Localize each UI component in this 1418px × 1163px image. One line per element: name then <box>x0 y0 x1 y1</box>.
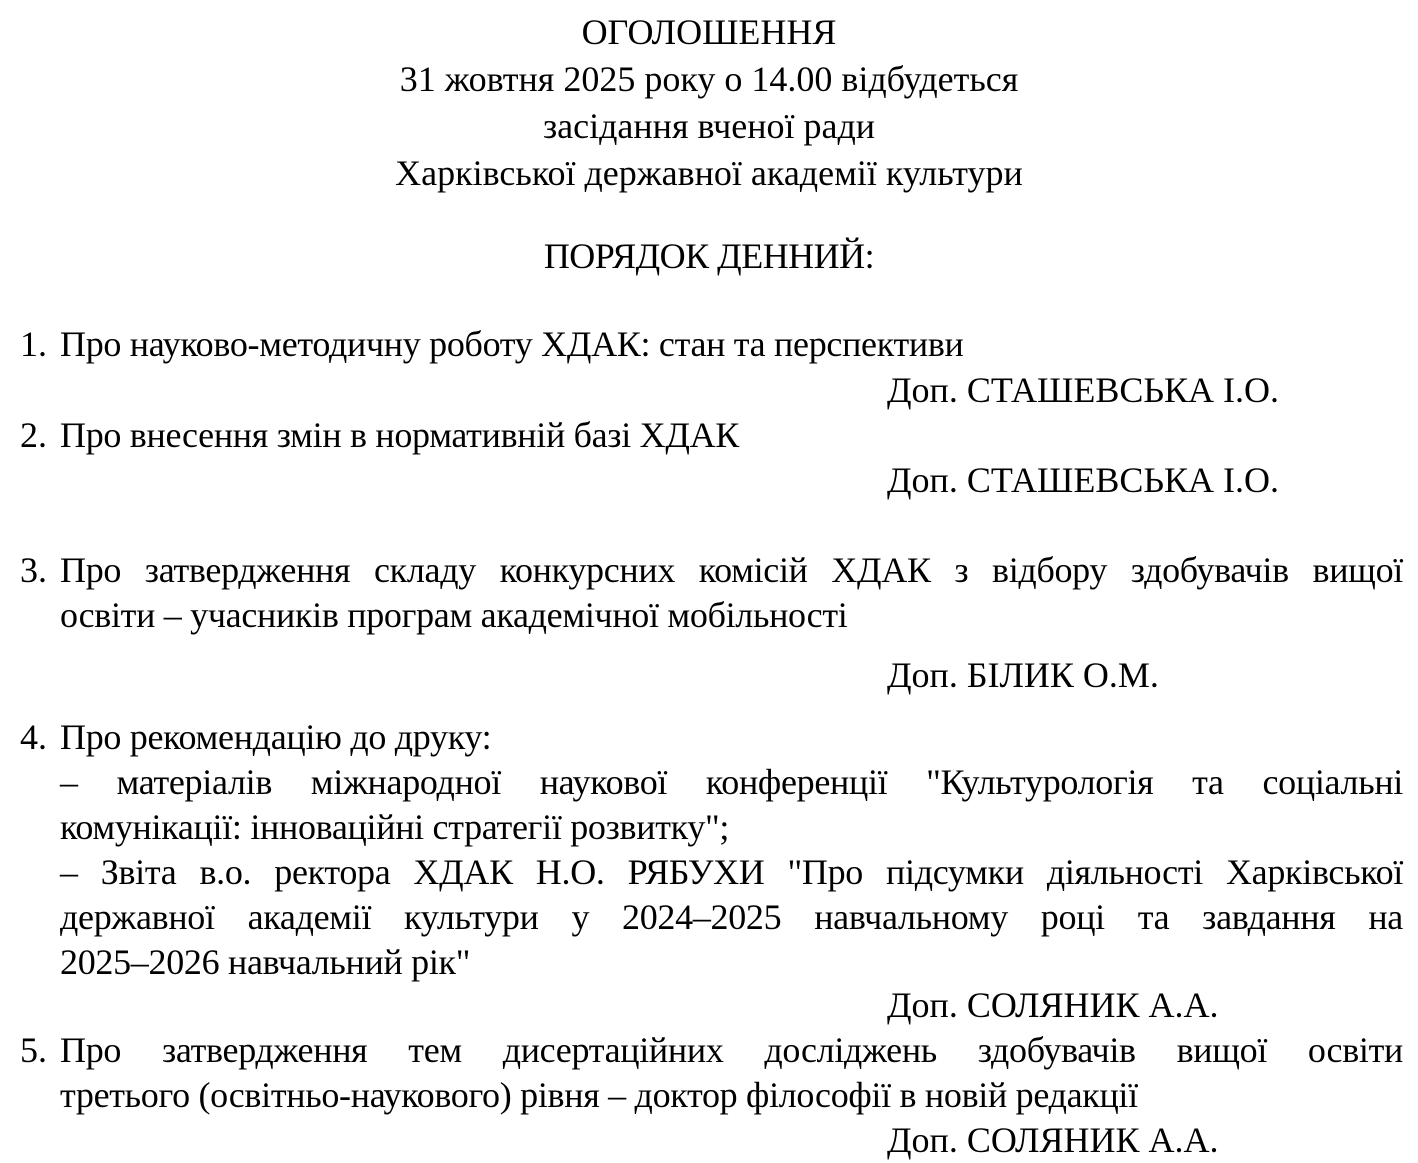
agenda-item-text: – Звіта в.о. ректора ХДАК Н.О. РЯБУХИ "Про підсумки діяльності Харківської <box>60 852 1403 892</box>
agenda-item-text: Про затвердження складу конкурсних комісій ХДАК з відбору здобувачів вищої <box>60 550 1403 590</box>
agenda-item-3 <box>20 548 1403 638</box>
agenda-item-5 <box>20 1028 1403 1118</box>
agenda-item-text: Про затвердження тем дисертаційних досліджень здобувачів вищої освіти <box>60 1030 1403 1070</box>
agenda-item-2 <box>20 413 1403 458</box>
agenda-item-text: 2025–2026 навчальний рік" <box>60 942 471 982</box>
agenda-item-2-speaker: Доп. СТАШЕВСЬКА І.О. <box>887 460 1280 500</box>
agenda-item-1 <box>20 322 1403 367</box>
agenda-item-number: 2. <box>20 415 47 455</box>
agenda-item-text: освіти – учасників програм академічної мобільності <box>60 595 848 635</box>
agenda-item-text: – матеріалів міжнародної наукової конференції "Культурологія та соціальні <box>60 762 1403 802</box>
agenda-item-text: Про рекомендацію до друку: <box>60 717 492 757</box>
meeting-date-line: 31 жовтня 2025 року о 14.00 відбудеться <box>399 59 1019 99</box>
agenda-item-4 <box>20 715 1403 985</box>
agenda-item-text: Про науково-методичну роботу ХДАК: стан та перспективи <box>60 324 964 364</box>
agenda-item-1-speaker: Доп. СТАШЕВСЬКА І.О. <box>887 370 1280 410</box>
agenda-item-number: 5. <box>20 1030 47 1070</box>
agenda-item-text: комунікації: інноваційні стратегії розвитку"; <box>60 807 730 847</box>
agenda-item-5-speaker: Доп. СОЛЯНИК А.А. <box>887 1120 1219 1160</box>
agenda-item-3-speaker: Доп. БІЛИК О.М. <box>887 655 1159 695</box>
agenda-item-number: 4. <box>20 717 47 757</box>
agenda-item-4-speaker: Доп. СОЛЯНИК А.А. <box>887 985 1219 1025</box>
agenda-item-text: державної академії культури у 2024–2025 навчальному році та завдання на <box>60 897 1403 937</box>
agenda-item-number: 1. <box>20 324 47 364</box>
agenda-item-text: третього (освітньо-наукового) рівня – доктор філософії в новій редакції <box>60 1075 1138 1115</box>
announcement-title: ОГОЛОШЕННЯ <box>581 12 837 52</box>
meeting-type-line: засідання вченої ради <box>542 106 876 146</box>
academy-name-line: Харківської державної академії культури <box>395 153 1023 193</box>
announcement-header <box>0 9 1418 197</box>
agenda-item-text: Про внесення змін в нормативній базі ХДАК <box>60 415 739 455</box>
agenda-title: ПОРЯДОК ДЕННИЙ: <box>543 236 875 276</box>
agenda-item-number: 3. <box>20 550 47 590</box>
